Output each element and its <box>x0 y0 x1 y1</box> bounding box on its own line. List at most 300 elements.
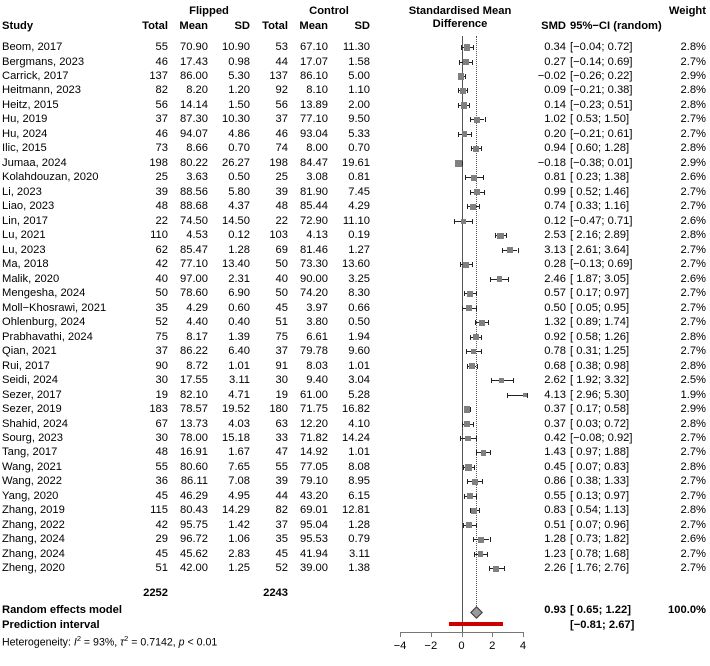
control-mean: 43.20 <box>300 489 328 502</box>
ci-upper-cap <box>472 262 473 267</box>
study-name: Zhang, 2019 <box>2 504 65 517</box>
study-name: Wang, 2021 <box>2 460 62 473</box>
weight-header: Weight <box>668 5 706 17</box>
flipped-sd: 19.52 <box>222 403 250 415</box>
control-mean: 8.10 <box>306 84 328 97</box>
effect-size-square <box>466 522 472 528</box>
effect-size-square <box>497 276 503 282</box>
flipped-mean: 4.29 <box>186 301 208 314</box>
ci-upper-cap <box>481 146 482 151</box>
control-mean: 61.00 <box>300 388 328 401</box>
weight-value: 2.9% <box>680 70 706 82</box>
flipped-sd: 2.31 <box>228 272 250 285</box>
weight-value: 2.8% <box>680 98 706 111</box>
ci-lower-cap <box>462 422 463 427</box>
flipped-total: 52 <box>155 316 168 329</box>
flipped-total: 39 <box>155 185 168 198</box>
control-sd: 3.11 <box>349 547 370 560</box>
smd-value: 0.37 <box>544 403 566 415</box>
effect-size-square <box>461 102 467 108</box>
flipped-sd: 0.40 <box>228 316 250 329</box>
smd-value: 0.34 <box>544 41 566 53</box>
control-mean: 4.13 <box>306 229 328 242</box>
ci-upper-cap <box>479 204 480 209</box>
ci-value: [ 0.38; 0.98] <box>570 359 630 372</box>
flipped-sd: 0.50 <box>228 171 250 184</box>
weight-value: 2.6% <box>680 214 706 227</box>
ci-upper-cap <box>477 364 478 369</box>
study-name: Malik, 2020 <box>2 272 60 285</box>
smd-value: 0.09 <box>544 84 566 97</box>
flipped-sd: 26.27 <box>222 156 250 169</box>
ci-value: [ 1.87; 3.05] <box>570 272 630 285</box>
weight-value: 2.8% <box>680 460 706 473</box>
control-total: 180 <box>269 403 288 415</box>
ci-value: [ 0.38; 1.33] <box>570 475 630 488</box>
ci-upper-cap <box>483 175 484 180</box>
ci-lower-cap <box>460 436 461 441</box>
effect-size-square <box>465 464 471 470</box>
effect-size-square <box>472 479 478 485</box>
effect-size-square <box>471 175 477 181</box>
flipped-mean: 17.43 <box>180 55 208 68</box>
ci-upper-cap <box>472 219 473 224</box>
study-name: Tang, 2017 <box>2 446 58 459</box>
control-mean: 93.04 <box>300 127 328 140</box>
control-sd: 1.28 <box>348 518 370 531</box>
ci-value: [ 0.54; 1.13] <box>570 504 630 517</box>
effect-size-square <box>474 117 480 123</box>
weight-value: 2.7% <box>680 113 706 126</box>
control-mean: 84.47 <box>300 156 328 169</box>
ci-value: [ 0.17; 0.58] <box>570 403 630 415</box>
smd-value: 1.23 <box>544 547 566 560</box>
control-total: 44 <box>275 489 288 502</box>
study-name: Sourg, 2023 <box>2 432 63 444</box>
flipped-total: 36 <box>155 475 168 488</box>
ci-lower-cap <box>464 494 465 499</box>
forest-plot-area <box>390 0 530 666</box>
control-total: 22 <box>275 214 288 227</box>
control-total: 40 <box>275 272 288 285</box>
flipped-total: 45 <box>155 547 168 560</box>
control-total: 35 <box>275 533 288 546</box>
ci-value: [−0.08; 0.92] <box>570 432 633 444</box>
study-name: Lin, 2017 <box>2 214 49 227</box>
flipped-sd: 1.06 <box>228 533 250 546</box>
weight-value: 2.8% <box>680 229 706 242</box>
effect-size-square <box>474 189 480 195</box>
flipped-sd: 6.40 <box>228 345 250 358</box>
study-name: Li, 2023 <box>2 185 42 198</box>
flipped-sd: 10.30 <box>222 113 250 126</box>
weight-value: 2.7% <box>680 432 706 444</box>
study-name: Rui, 2017 <box>2 359 50 372</box>
control-mean: 17.07 <box>300 55 328 68</box>
effect-size-square <box>481 450 487 456</box>
weight-value: 2.9% <box>680 403 706 415</box>
weight-value: 2.8% <box>680 359 706 372</box>
x-axis-tick-label: 4 <box>519 640 527 652</box>
ci-value: [ 2.96; 5.30] <box>570 388 630 401</box>
ci-lower-cap <box>475 320 476 325</box>
flipped-mean: 78.57 <box>180 403 208 415</box>
effect-size-square <box>458 73 465 80</box>
smd-value: 0.51 <box>544 518 566 531</box>
flipped-total: 45 <box>155 489 168 502</box>
control-total: 46 <box>275 127 288 140</box>
flipped-mean: 4.53 <box>186 229 208 242</box>
x-axis-tick <box>431 632 432 637</box>
weight-value: 1.9% <box>680 388 706 401</box>
control-mean: 77.10 <box>300 113 328 126</box>
control-total: 50 <box>275 287 288 300</box>
study-name: Seidi, 2024 <box>2 374 58 386</box>
flipped-total: 50 <box>155 287 168 300</box>
ci-lower-cap <box>461 45 462 50</box>
control-total: 33 <box>275 432 288 444</box>
flipped-sd: 6.90 <box>228 287 250 300</box>
weight-value: 2.7% <box>680 301 706 314</box>
smd-value: 1.28 <box>544 533 566 546</box>
control-total: 39 <box>275 185 288 198</box>
control-sd: 3.25 <box>348 272 370 285</box>
flipped-total: 37 <box>155 345 168 358</box>
flipped-mean: 88.56 <box>180 185 208 198</box>
control-total: 37 <box>275 345 288 358</box>
effect-size-square <box>469 363 475 369</box>
ci-upper-cap <box>476 436 477 441</box>
control-sd-header: SD <box>354 20 370 32</box>
ci-lower-cap <box>458 132 459 137</box>
effect-size-square <box>478 551 484 557</box>
heterogeneity-prefix: Heterogeneity: <box>2 636 74 649</box>
control-sd: 7.45 <box>348 185 370 198</box>
weight-value: 2.7% <box>680 475 706 488</box>
control-total: 69 <box>275 243 288 256</box>
smd-value: 0.81 <box>544 171 566 184</box>
flipped-total: 198 <box>149 156 168 169</box>
flipped-mean: 8.20 <box>186 84 208 97</box>
weight-value: 2.7% <box>680 562 706 575</box>
smd-value: 0.42 <box>544 432 566 444</box>
weight-value: 2.7% <box>680 345 706 358</box>
flipped-mean: 8.66 <box>186 142 208 155</box>
ci-value: [−0.21; 0.38] <box>570 84 633 97</box>
control-total-header: Total <box>262 20 288 32</box>
ci-upper-cap <box>476 291 477 296</box>
weight-value: 2.7% <box>680 185 706 198</box>
ci-value: [ 0.17; 0.97] <box>570 287 630 300</box>
flipped-mean: 3.63 <box>186 171 208 184</box>
effect-size-square <box>478 537 484 543</box>
control-sd: 8.30 <box>348 287 370 300</box>
flipped-total: 55 <box>155 41 168 53</box>
x-axis-tick <box>492 632 493 637</box>
study-name: Zheng, 2020 <box>2 562 65 575</box>
weight-value: 2.6% <box>680 533 706 546</box>
control-mean: 95.04 <box>300 518 328 531</box>
smd-value: 1.02 <box>544 113 566 126</box>
control-total: 52 <box>275 562 288 575</box>
ci-lower-cap <box>491 378 492 383</box>
smd-value: −0.02 <box>537 70 566 82</box>
control-sd: 11.10 <box>342 214 370 227</box>
ci-value: [ 0.07; 0.83] <box>570 460 630 473</box>
control-sd: 0.66 <box>348 301 370 314</box>
control-sd: 19.61 <box>342 156 370 169</box>
ci-lower-cap <box>489 566 490 571</box>
flipped-sd: 4.03 <box>228 417 250 430</box>
control-sd: 0.70 <box>348 142 370 155</box>
ci-value: [ 0.60; 1.28] <box>570 142 630 155</box>
flipped-mean: 87.30 <box>180 113 208 126</box>
ci-lower-cap <box>462 306 463 311</box>
ci-value: [ 0.58; 1.26] <box>570 330 630 343</box>
control-sd: 1.10 <box>348 84 370 97</box>
flipped-total: 48 <box>155 446 168 459</box>
flipped-sd: 4.86 <box>228 127 250 140</box>
flipped-sd: 1.28 <box>228 243 250 256</box>
smd-value: 0.14 <box>544 98 566 111</box>
ci-upper-cap <box>506 233 507 238</box>
effect-size-square <box>471 349 477 355</box>
control-total: 75 <box>275 330 288 343</box>
flipped-mean: 42.00 <box>180 562 208 575</box>
random-effects-model-label: Random effects model <box>2 604 122 616</box>
study-name: Wang, 2022 <box>2 475 62 488</box>
flipped-mean: 78.60 <box>180 287 208 300</box>
ci-value: [ 1.92; 3.32] <box>570 374 630 386</box>
ci-lower-cap <box>459 60 460 65</box>
smd-header: SMD <box>541 20 566 32</box>
x-axis-tick-label: −2 <box>424 640 438 652</box>
flipped-sd: 14.29 <box>222 504 250 517</box>
flipped-mean: 80.22 <box>180 156 208 169</box>
weight-value: 2.5% <box>680 374 706 386</box>
prediction-ci-value: [−0.81; 2.67] <box>570 619 635 631</box>
study-name: Zhang, 2024 <box>2 533 65 546</box>
ci-lower-cap <box>476 450 477 455</box>
ci-value: [ 0.33; 1.16] <box>570 200 630 213</box>
control-mean: 79.78 <box>300 345 328 358</box>
effect-size-square <box>464 421 470 427</box>
smd-value: 0.50 <box>544 301 566 314</box>
control-mean: 14.92 <box>300 446 328 459</box>
smd-value: 0.94 <box>544 142 566 155</box>
control-sd: 11.30 <box>342 41 370 53</box>
control-sd: 6.15 <box>348 489 370 502</box>
ci-value: [ 0.03; 0.72] <box>570 417 630 430</box>
effect-size-square <box>473 334 479 340</box>
flipped-total: 115 <box>150 504 168 517</box>
model-weight-value: 100.0% <box>668 604 706 616</box>
control-total: 45 <box>275 547 288 560</box>
study-name: Moll−Khosrawi, 2021 <box>2 301 107 314</box>
x-axis-tick <box>400 632 401 637</box>
ci-value: [ 0.73; 1.82] <box>570 533 630 546</box>
ci-lower-cap <box>474 552 475 557</box>
flipped-mean: 95.75 <box>180 518 208 531</box>
flipped-total: 42 <box>155 258 168 271</box>
flipped-sd: 14.50 <box>222 214 250 227</box>
effect-size-square <box>461 219 467 225</box>
flipped-sd: 15.18 <box>222 432 250 444</box>
study-name: Jumaa, 2024 <box>2 156 67 169</box>
ci-value: [ 2.16; 2.89] <box>570 229 630 242</box>
control-mean: 9.40 <box>306 374 328 386</box>
total-flipped: 2252 <box>143 587 168 599</box>
smd-value: 0.37 <box>544 417 566 430</box>
ci-upper-cap <box>513 378 514 383</box>
study-name: Heitz, 2015 <box>2 98 59 111</box>
control-mean: 90.00 <box>300 272 328 285</box>
flipped-sd: 0.70 <box>228 142 250 155</box>
study-name: Hu, 2019 <box>2 113 48 126</box>
control-mean: 72.90 <box>300 214 328 227</box>
flipped-total: 25 <box>155 171 168 184</box>
flipped-mean: 45.62 <box>180 547 208 560</box>
flipped-sd: 0.98 <box>228 55 250 68</box>
ci-value: [ 0.13; 0.97] <box>570 489 630 502</box>
weight-value: 2.7% <box>680 489 706 502</box>
study-name: Yang, 2020 <box>2 489 59 502</box>
weight-value: 2.6% <box>680 171 706 184</box>
study-name: Heitmann, 2023 <box>2 84 81 97</box>
ci-lower-cap <box>473 537 474 542</box>
ci-upper-cap <box>485 117 486 122</box>
control-sd: 4.10 <box>348 417 370 430</box>
control-sd: 2.00 <box>348 98 370 111</box>
study-header: Study <box>2 20 34 32</box>
effect-size-square <box>479 320 485 326</box>
flipped-mean: 13.73 <box>180 417 208 430</box>
flipped-total: 62 <box>155 243 168 256</box>
effect-size-square <box>465 436 471 442</box>
smd-value: 0.45 <box>544 460 566 473</box>
control-mean: 69.01 <box>300 504 328 517</box>
flipped-mean: 70.90 <box>180 41 208 53</box>
smd-value: 0.20 <box>544 127 566 140</box>
control-mean-header: Mean <box>299 20 328 32</box>
control-sd: 1.01 <box>348 446 370 459</box>
study-name: Ma, 2018 <box>2 258 49 271</box>
study-name: Zhang, 2024 <box>2 547 65 560</box>
flipped-total: 82 <box>155 84 168 97</box>
flipped-sd: 1.42 <box>228 518 250 531</box>
ci-upper-cap <box>476 494 477 499</box>
flipped-mean: 8.72 <box>186 359 208 372</box>
ci-upper-cap <box>504 566 505 571</box>
prediction-interval-bar <box>449 622 503 626</box>
control-sd: 14.24 <box>342 432 370 444</box>
flipped-mean: 80.43 <box>180 504 208 517</box>
control-mean: 85.44 <box>300 200 328 213</box>
effect-size-square <box>467 493 473 499</box>
study-name: Kolahdouzan, 2020 <box>2 171 99 184</box>
control-total: 45 <box>275 301 288 314</box>
flipped-sd: 10.90 <box>222 41 250 53</box>
control-mean: 13.89 <box>300 98 328 111</box>
flipped-total: 73 <box>155 142 168 155</box>
ci-lower-cap <box>463 523 464 528</box>
effect-size-square <box>497 233 503 239</box>
control-total: 37 <box>275 113 288 126</box>
flipped-sd: 1.01 <box>228 359 250 372</box>
ci-lower-cap <box>470 335 471 340</box>
ci-value: [ 0.31; 1.25] <box>570 345 630 358</box>
ci-header: 95%−CI (random) <box>570 20 662 32</box>
control-mean: 8.03 <box>306 359 328 372</box>
control-sd: 4.29 <box>348 200 370 213</box>
control-sd: 8.08 <box>348 460 370 473</box>
control-sd: 16.82 <box>342 403 370 415</box>
ci-value: [ 0.53; 1.50] <box>570 113 630 126</box>
ci-upper-cap <box>479 508 480 513</box>
control-mean: 95.53 <box>300 533 328 546</box>
flipped-sd: 4.95 <box>228 489 250 502</box>
flipped-total-header: Total <box>142 20 168 32</box>
weight-value: 2.7% <box>680 287 706 300</box>
flipped-total: 56 <box>155 98 168 111</box>
weight-value: 2.7% <box>680 55 706 68</box>
flipped-total: 35 <box>155 301 168 314</box>
flipped-sd: 7.08 <box>228 475 250 488</box>
weight-value: 2.8% <box>680 330 706 343</box>
flipped-mean: 96.72 <box>180 533 208 546</box>
effect-size-square <box>470 204 476 210</box>
pooled-effect-diamond <box>470 606 483 619</box>
ci-upper-cap <box>470 407 471 412</box>
effect-size-square <box>471 508 477 514</box>
flipped-sd-header: SD <box>234 20 250 32</box>
effect-size-square <box>467 291 473 297</box>
ci-lower-cap <box>466 349 467 354</box>
flipped-total: 90 <box>155 359 168 372</box>
study-name: Shahid, 2024 <box>2 417 68 430</box>
ci-lower-cap <box>467 479 468 484</box>
effect-size-square <box>507 247 513 253</box>
flipped-mean: 4.40 <box>186 316 208 329</box>
flipped-sd: 4.37 <box>228 200 250 213</box>
flipped-total: 46 <box>155 127 168 140</box>
flipped-mean: 88.68 <box>180 200 208 213</box>
ci-value: [ 2.61; 3.64] <box>570 243 630 256</box>
control-mean: 77.05 <box>300 460 328 473</box>
ci-value: [ 0.23; 1.38] <box>570 171 630 184</box>
i2-value: = 93%, <box>80 636 121 649</box>
flipped-mean: 77.10 <box>180 258 208 271</box>
smd-value: 0.83 <box>544 504 566 517</box>
control-sd: 1.58 <box>348 55 370 68</box>
flipped-total: 183 <box>149 403 168 415</box>
control-mean: 74.20 <box>300 287 328 300</box>
effect-size-square <box>460 88 466 94</box>
flipped-mean: 86.22 <box>180 345 208 358</box>
flipped-sd: 7.65 <box>228 460 250 473</box>
flipped-sd: 2.83 <box>228 547 250 560</box>
control-sd: 12.81 <box>342 504 370 517</box>
ci-upper-cap <box>474 465 475 470</box>
smd-value: 0.92 <box>544 330 566 343</box>
study-name: Ilic, 2015 <box>2 142 47 155</box>
ci-value: [ 0.78; 1.68] <box>570 547 630 560</box>
ci-value: [−0.21; 0.61] <box>570 127 633 140</box>
study-name: Sezer, 2019 <box>2 403 62 415</box>
ci-value: [−0.47; 0.71] <box>570 214 633 227</box>
control-sd: 8.95 <box>348 475 370 488</box>
ci-upper-cap <box>471 132 472 137</box>
